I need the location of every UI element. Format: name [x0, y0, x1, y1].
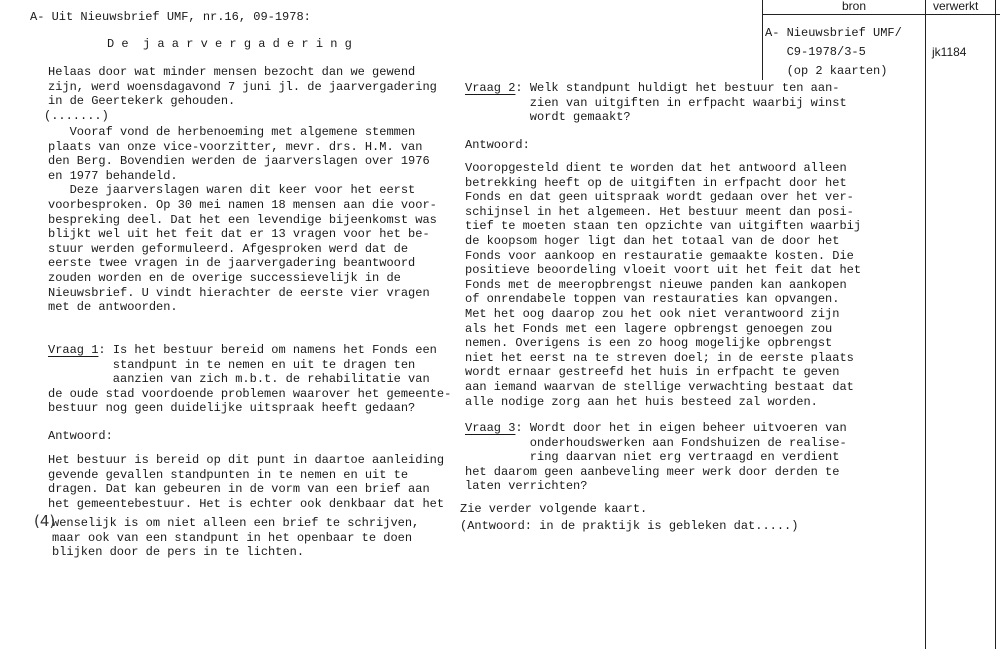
verwerkt-header: verwerkt	[933, 0, 979, 13]
text-line: den Berg. Bovendien werden de jaarverslagen over 1976	[48, 154, 430, 169]
text-line: blijken door de pers in te lichten.	[52, 545, 305, 560]
text-line: wordt ernaar gestreefd het huis in erfpacht te geven	[465, 365, 840, 380]
answer-1-part-b	[52, 516, 419, 560]
text-line: of onrendabele toppen van restauraties kan opvangen.	[465, 292, 840, 307]
text-line: zouden worden en de overige successievelijk in de	[48, 270, 401, 285]
text-line: onderhoudswerken aan Fondshuizen de realise-	[465, 435, 847, 450]
verwerkt-value: jk1184	[932, 45, 967, 59]
answer-2	[465, 161, 861, 409]
text-line: (Antwoord: in de praktijk is gebleken dat.....)	[460, 519, 799, 533]
text-line: Met het oog daarop zou het ook niet verantwoord zijn	[465, 306, 840, 321]
question-text: : Welk standpunt huldigt het bestuur ten aan-	[515, 81, 840, 95]
text-line: Vooropgesteld dient te worden dat het antwoord alleen	[465, 161, 847, 175]
text-line: Het bestuur is bereid op dit punt in daartoe aanleiding	[48, 453, 445, 467]
text-line: voorbesproken. Op 30 mei namen 18 mensen aan die voor-	[48, 197, 437, 212]
text-line: ring daarvan niet erg vertraagd en verdient	[465, 450, 840, 465]
article-title: D e j a a r v e r g a d e r i n g	[107, 37, 352, 51]
text-line: stuur werden geformuleerd. Afgesproken werd dat de	[48, 241, 409, 256]
text-line: bestuur nog geen duidelijke uitspraak heeft gedaan?	[48, 401, 416, 416]
question-label: Vraag 3	[465, 421, 516, 435]
text-line: het daarom geen aanbeveling meer werk door derden te	[465, 464, 840, 479]
text-line: zien van uitgiften in erfpacht waarbij winst	[465, 95, 847, 110]
text-line: nemen. Overigens is een zo hoog mogelijke opbrengst	[465, 336, 833, 351]
question-2	[465, 81, 847, 125]
text-line: Vooraf vond de herbenoeming met algemene stemmen	[48, 125, 416, 139]
body-paragraphs	[48, 125, 437, 315]
text-line	[48, 343, 451, 358]
handwritten-mark: (4)	[34, 512, 56, 530]
card-header-rule	[762, 14, 1000, 15]
text-line: plaats van onze vice-voorzitter, mevr. drs. H.M. van	[48, 139, 423, 154]
text-line: laten verrichten?	[465, 479, 588, 494]
text-line	[465, 421, 847, 436]
text-line: Fonds en dat geen uitspraak wordt gedaan over het ver-	[465, 190, 854, 205]
text-line: alle nodige zorg aan het huis besteed zal worden.	[465, 394, 818, 409]
question-text: : Wordt door het in eigen beheer uitvoeren van	[515, 421, 847, 435]
text-line: zijn, werd woensdagavond 7 juni jl. de jaarvergadering	[48, 79, 437, 94]
text-line: schijnsel in het algemeen. Het bestuur meent dan posi-	[465, 204, 854, 219]
text-line: positieve beoordeling vloeit voort uit het feit dat het	[465, 263, 862, 278]
text-line: en 1977 behandeld.	[48, 168, 178, 183]
question-text: : Is het bestuur bereid om namens het Fonds een	[98, 343, 437, 357]
question-label: Vraag 1	[48, 343, 99, 357]
footer-note	[460, 501, 798, 535]
question-3	[465, 421, 847, 494]
text-line: dragen. Dat kan gebeuren in de vorm van een brief aan	[48, 482, 430, 497]
document-header: A- Uit Nieuwsbrief UMF, nr.16, 09-1978:	[30, 10, 311, 24]
text-line	[465, 81, 847, 96]
text-line: betrekking heeft op de uitgiften in erfpacht door het	[465, 175, 847, 190]
text-line: aanzien van zich m.b.t. de rehabilitatie van	[48, 372, 430, 387]
text-line: wordt gemaakt?	[465, 110, 631, 125]
text-line: Zie verder volgende kaart.	[460, 502, 648, 516]
text-line: A- Nieuwsbrief UMF/	[765, 26, 902, 40]
text-line: tief te moeten staan ten opzichte van uitgiften waarbij	[465, 219, 862, 234]
text-line: eerste twee vragen in de jaarvergadering beantwoord	[48, 256, 416, 271]
ellipsis: (.......)	[44, 109, 109, 123]
text-line: Fonds voor aankoop en restauratie gemaakte kosten. Die	[465, 248, 854, 263]
answer-1-part-a	[48, 453, 444, 511]
text-line: bespreking deel. Dat het een levendige bijeenkomst was	[48, 212, 437, 227]
intro-paragraph	[48, 65, 437, 109]
question-1	[48, 343, 451, 416]
text-line: maar ook van een standpunt in het openbaar te doen	[52, 530, 413, 545]
card-edge	[995, 0, 996, 649]
text-line: C9-1978/3-5	[765, 45, 866, 59]
text-line: in de Geertekerk gehouden.	[48, 94, 236, 109]
bron-value	[765, 24, 902, 81]
text-line: de oude stad voordoende problemen waarover het gemeente-	[48, 386, 452, 401]
text-line: als het Fonds met een lagere opbrengst genoegen zou	[465, 321, 833, 336]
question-label: Vraag 2	[465, 81, 516, 95]
text-line: het gemeentebestuur. Het is echter ook denkbaar dat het	[48, 496, 445, 511]
answer-1-label: Antwoord:	[48, 429, 113, 443]
text-line: wenselijk is om niet alleen een brief te schrijven,	[52, 516, 420, 530]
text-line: standpunt in te nemen en uit te dragen ten	[48, 357, 416, 372]
text-line: met de antwoorden.	[48, 300, 178, 315]
text-line: Helaas door wat minder mensen bezocht dan we gewend	[48, 65, 416, 79]
text-line: Fonds met de meeropbrengst nieuwe panden kan aankopen	[465, 277, 847, 292]
card-divider-left	[762, 0, 763, 80]
text-line: blijkt wel uit het feit dat er 13 vragen voor het be-	[48, 227, 430, 242]
text-line: (op 2 kaarten)	[765, 64, 888, 78]
text-line: niet het eerst na te streven doel; in de eerste plaats	[465, 350, 854, 365]
card-divider-right	[925, 0, 926, 649]
text-line: de koopsom hoger ligt dan het totaal van de door het	[465, 233, 840, 248]
text-line: gevende gevallen standpunten in te nemen en uit te	[48, 467, 409, 482]
text-line: Deze jaarverslagen waren dit keer voor het eerst	[48, 183, 416, 198]
text-line: aan iemand waarvan de stellige verwachting bestaat dat	[465, 379, 854, 394]
text-line: Nieuwsbrief. U vindt hierachter de eerste vier vragen	[48, 285, 430, 300]
bron-header: bron	[842, 0, 867, 13]
answer-2-label: Antwoord:	[465, 138, 530, 152]
